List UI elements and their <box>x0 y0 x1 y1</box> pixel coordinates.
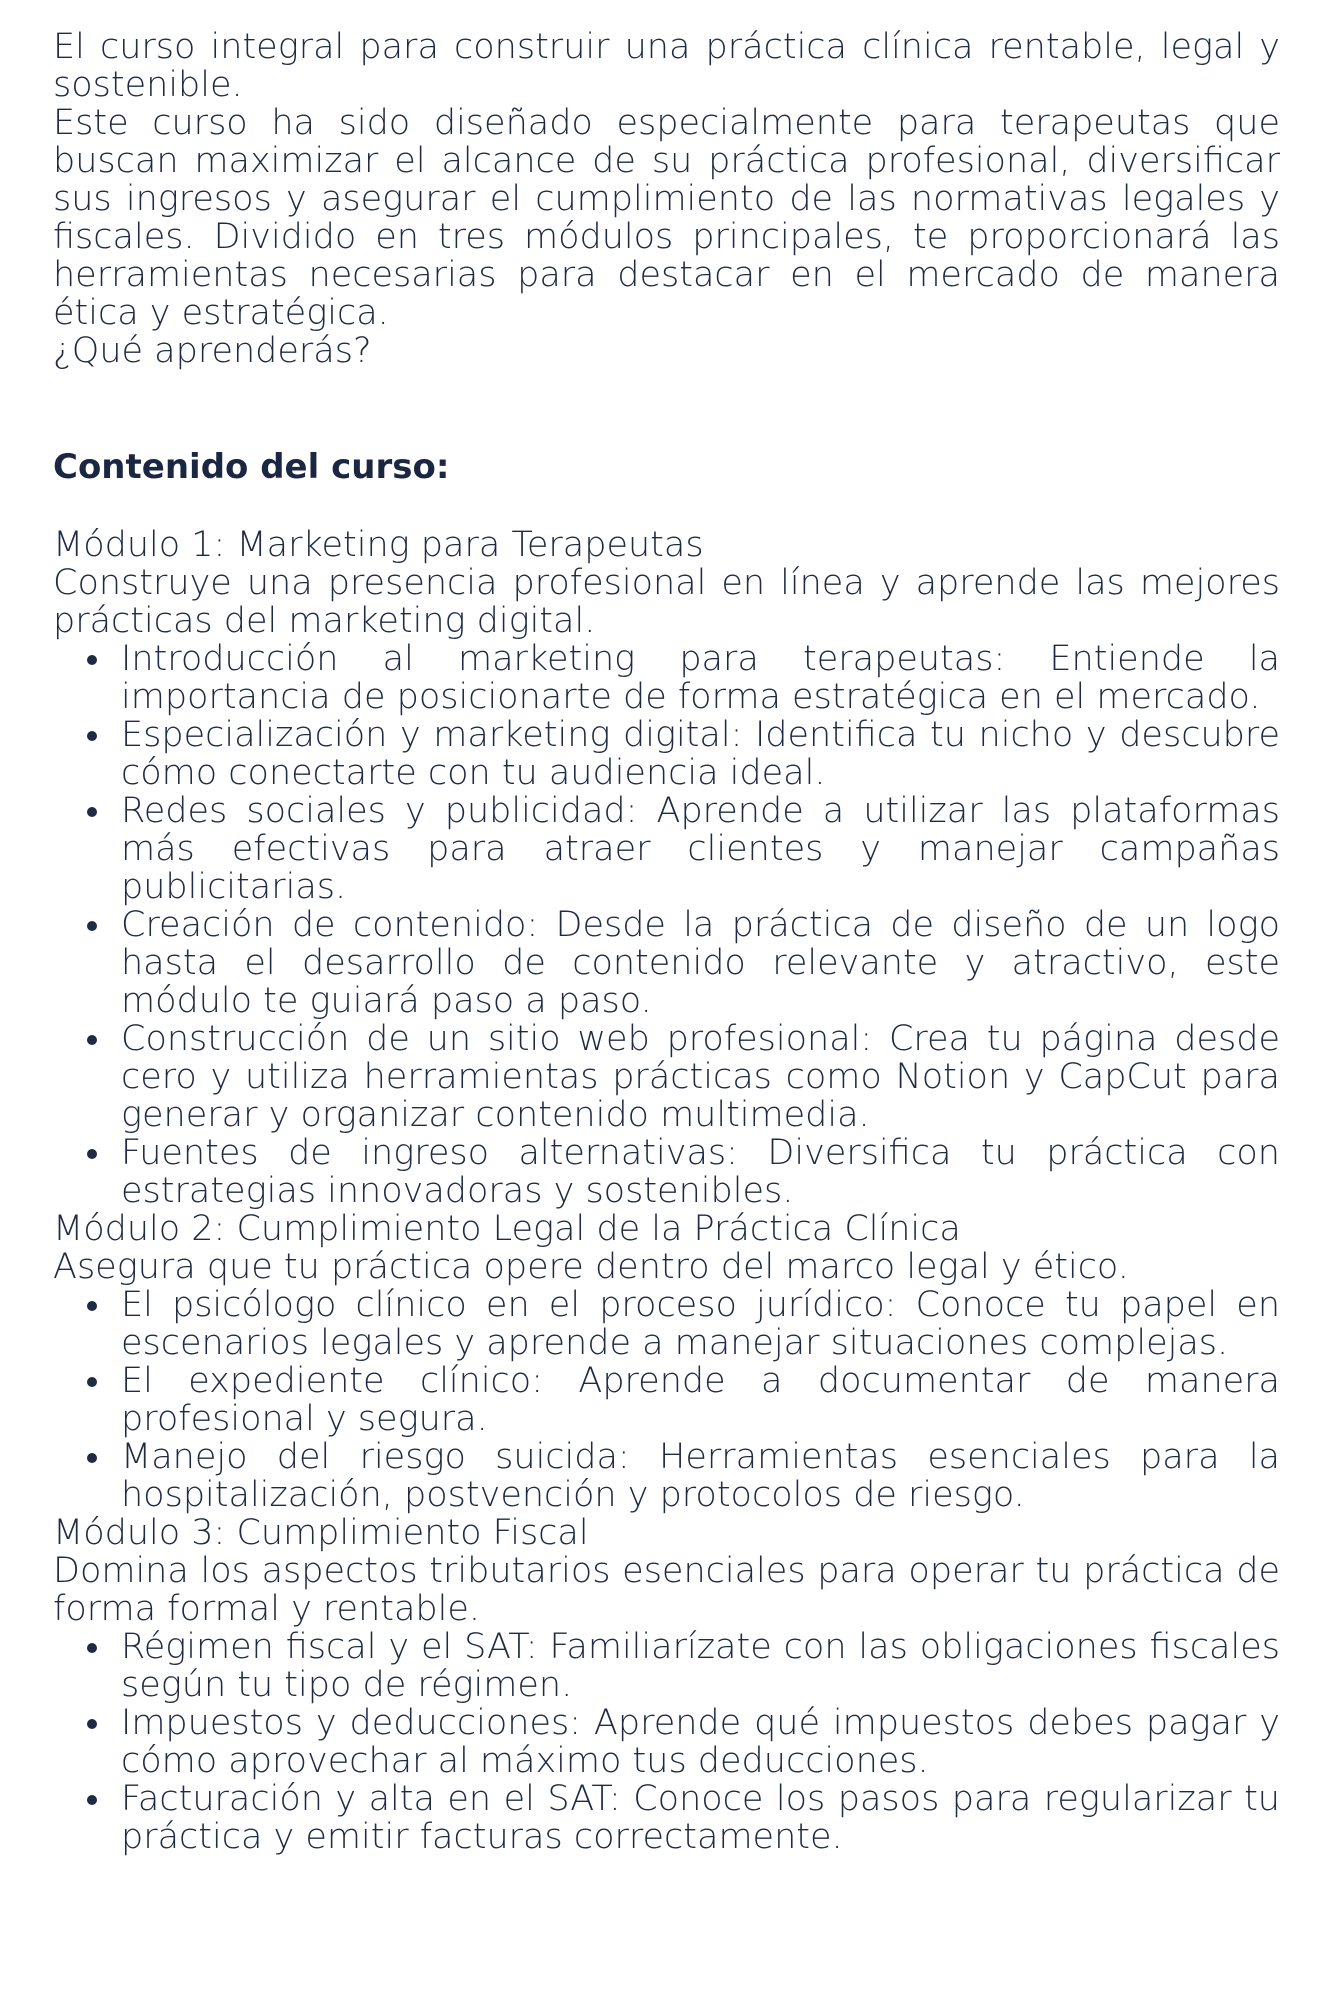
module-2 <box>53 1210 1280 1514</box>
list-item: Régimen fiscal y el SAT: Familiarízate con las obligaciones fiscales según tu tipo de régimen. <box>121 1627 1280 1705</box>
module-title: Módulo 2: Cumplimiento Legal de la Práctica Clínica <box>53 1209 961 1249</box>
list-item: Creación de contenido: Desde la práctica de diseño de un logo hasta el desarrollo de contenido relevante y atractivo, este módulo te guiará paso a paso. <box>121 905 1280 1021</box>
list-item: Fuentes de ingreso alternativas: Diversifica tu práctica con estrategias innovadoras y sostenibles. <box>121 1133 1280 1211</box>
list-item: Redes sociales y publicidad: Aprende a utilizar las plataformas más efectivas para atraer clientes y manejar campañas publicitarias. <box>121 791 1280 907</box>
list-item: Impuestos y deducciones: Aprende qué impuestos debes pagar y cómo aprovechar al máximo tus deducciones. <box>121 1703 1280 1781</box>
intro-summary: El curso integral para construir una práctica clínica rentable, legal y sostenible. <box>53 27 1280 105</box>
list-item: Construcción de un sitio web profesional: Crea tu página desde cero y utiliza herramientas prácticas como Notion y CapCut para generar y organizar contenido multimedia. <box>121 1019 1280 1135</box>
module-description: Construye una presencia profesional en línea y aprende las mejores prácticas del marketing digital. <box>53 563 1280 641</box>
module-description: Asegura que tu práctica opere dentro del marco legal y ético. <box>53 1247 1129 1287</box>
course-description <box>53 28 1280 1856</box>
module-title: Módulo 3: Cumplimiento Fiscal <box>53 1513 589 1553</box>
list-item: El expediente clínico: Aprende a documentar de manera profesional y segura. <box>121 1361 1280 1439</box>
module-title: Módulo 1: Marketing para Terapeutas <box>53 525 704 565</box>
list-item: Manejo del riesgo suicida: Herramientas esenciales para la hospitalización, postvención y protocolos de riesgo. <box>121 1437 1280 1515</box>
list-item: Facturación y alta en el SAT: Conoce los pasos para regularizar tu práctica y emitir facturas correctamente. <box>121 1779 1280 1857</box>
list-item: Especialización y marketing digital: Identifica tu nicho y descubre cómo conectarte con tu audiencia ideal. <box>121 715 1280 793</box>
module-description: Domina los aspectos tributarios esenciales para operar tu práctica de forma formal y rentable. <box>53 1551 1280 1629</box>
module-items <box>53 1286 1280 1514</box>
module-3 <box>53 1514 1280 1856</box>
list-item: El psicólogo clínico en el proceso jurídico: Conoce tu papel en escenarios legales y aprende a manejar situaciones complejas. <box>121 1285 1280 1363</box>
module-1 <box>53 526 1280 1210</box>
intro-paragraph: Este curso ha sido diseñado especialmente para terapeutas que buscan maximizar el alcance de su práctica profesional, diversificar sus ingresos y asegurar el cumplimiento de las normativas legales y fiscales. Dividido en tres módulos principales, te proporcionará las herramientas necesarias para destacar en el mercado de manera ética y estratégica. <box>53 103 1280 333</box>
module-items <box>53 640 1280 1210</box>
intro-question: ¿Qué aprenderás? <box>53 331 372 371</box>
module-items <box>53 1628 1280 1856</box>
content-heading: Contenido del curso: <box>53 447 450 487</box>
list-item: Introducción al marketing para terapeutas: Entiende la importancia de posicionarte de forma estratégica en el mercado. <box>121 639 1280 717</box>
